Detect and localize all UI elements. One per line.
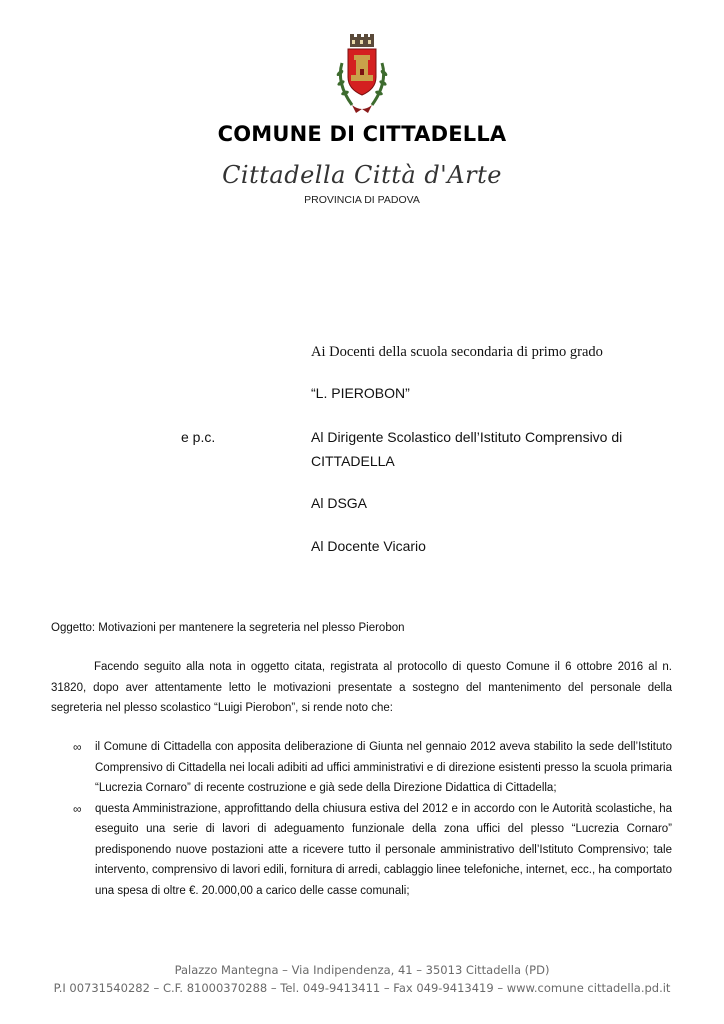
recipient-line: Al Dirigente Scolastico dell’Istituto Comprensivo di: [311, 429, 623, 445]
town-name-heading: COMUNE DI CITTADELLA: [217, 122, 507, 146]
list-item: [51, 737, 672, 799]
town-motto: Cittadella Città d'Arte: [222, 161, 502, 189]
recipient-line: Al DSGA: [311, 495, 368, 511]
list-item-text: il Comune di Cittadella con apposita deliberazione di Giunta nel gennaio 2012 aveva stabilito la sede dell’Istituto Comprensivo di Cittadella nei locali adibiti ad uffici amministrativi e di direzione esistenti presso la scuola primaria “Lucrezia Cornaro” di recente costruzione e già sede della Direzione Didattica di Cittadella;: [95, 741, 672, 794]
recipient-line: “L. PIEROBON”: [311, 385, 410, 401]
recipient-line: CITTADELLA: [311, 453, 395, 469]
bullet-list: [51, 737, 672, 901]
footer: [0, 961, 724, 997]
province-label: PROVINCIA DI PADOVA: [304, 194, 420, 206]
list-item: [51, 799, 672, 902]
footer-address: Palazzo Mantegna – Via Indipendenza, 41 – 35013 Cittadella (PD): [174, 963, 550, 977]
subject-line: Oggetto: Motivazioni per mantenere la segreteria nel plesso Pierobon: [51, 622, 405, 634]
recipient-line: Ai Docenti della scuola secondaria di primo grado: [311, 344, 603, 360]
bullet-icon: ∞: [73, 740, 82, 754]
intro-paragraph: Facendo seguito alla nota in oggetto citata, registrata al protocollo di questo Comune il 6 ottobre 2016 al n. 31820, dopo aver attentamente letto le motivazioni presentate a sostegno del mantenimento del personale della segreteria nel plesso scolastico “Luigi Pierobon”, si rende noto che:: [51, 661, 672, 714]
town-crest-icon: [330, 33, 394, 117]
list-item-text: questa Amministrazione, approfittando della chiusura estiva del 2012 e in accordo con le Autorità scolastiche, ha eseguito una serie di lavori di adeguamento funzionale della zona uffici del plesso “Lucrezia Cornaro” predisponendo nuove postazioni atte a ricevere tutto il personale amministrativo dell’Istituto Comprensivo; tale intervento, comprensivo di lavori edili, fornitura di arredi, cablaggio linee telefoniche, internet, ecc., ha comportato una spesa di oltre €. 20.000,00 a carico delle casse comunali;: [95, 802, 672, 897]
epc-label: e p.c.: [181, 429, 216, 445]
bullet-icon: ∞: [73, 801, 82, 816]
recipient-line: Al Docente Vicario: [311, 538, 426, 554]
footer-contacts: P.I 00731540282 – C.F. 81000370288 – Tel. 049-9413411 – Fax 049-9413419 – www.comune cittadella.pd.it: [53, 981, 671, 995]
